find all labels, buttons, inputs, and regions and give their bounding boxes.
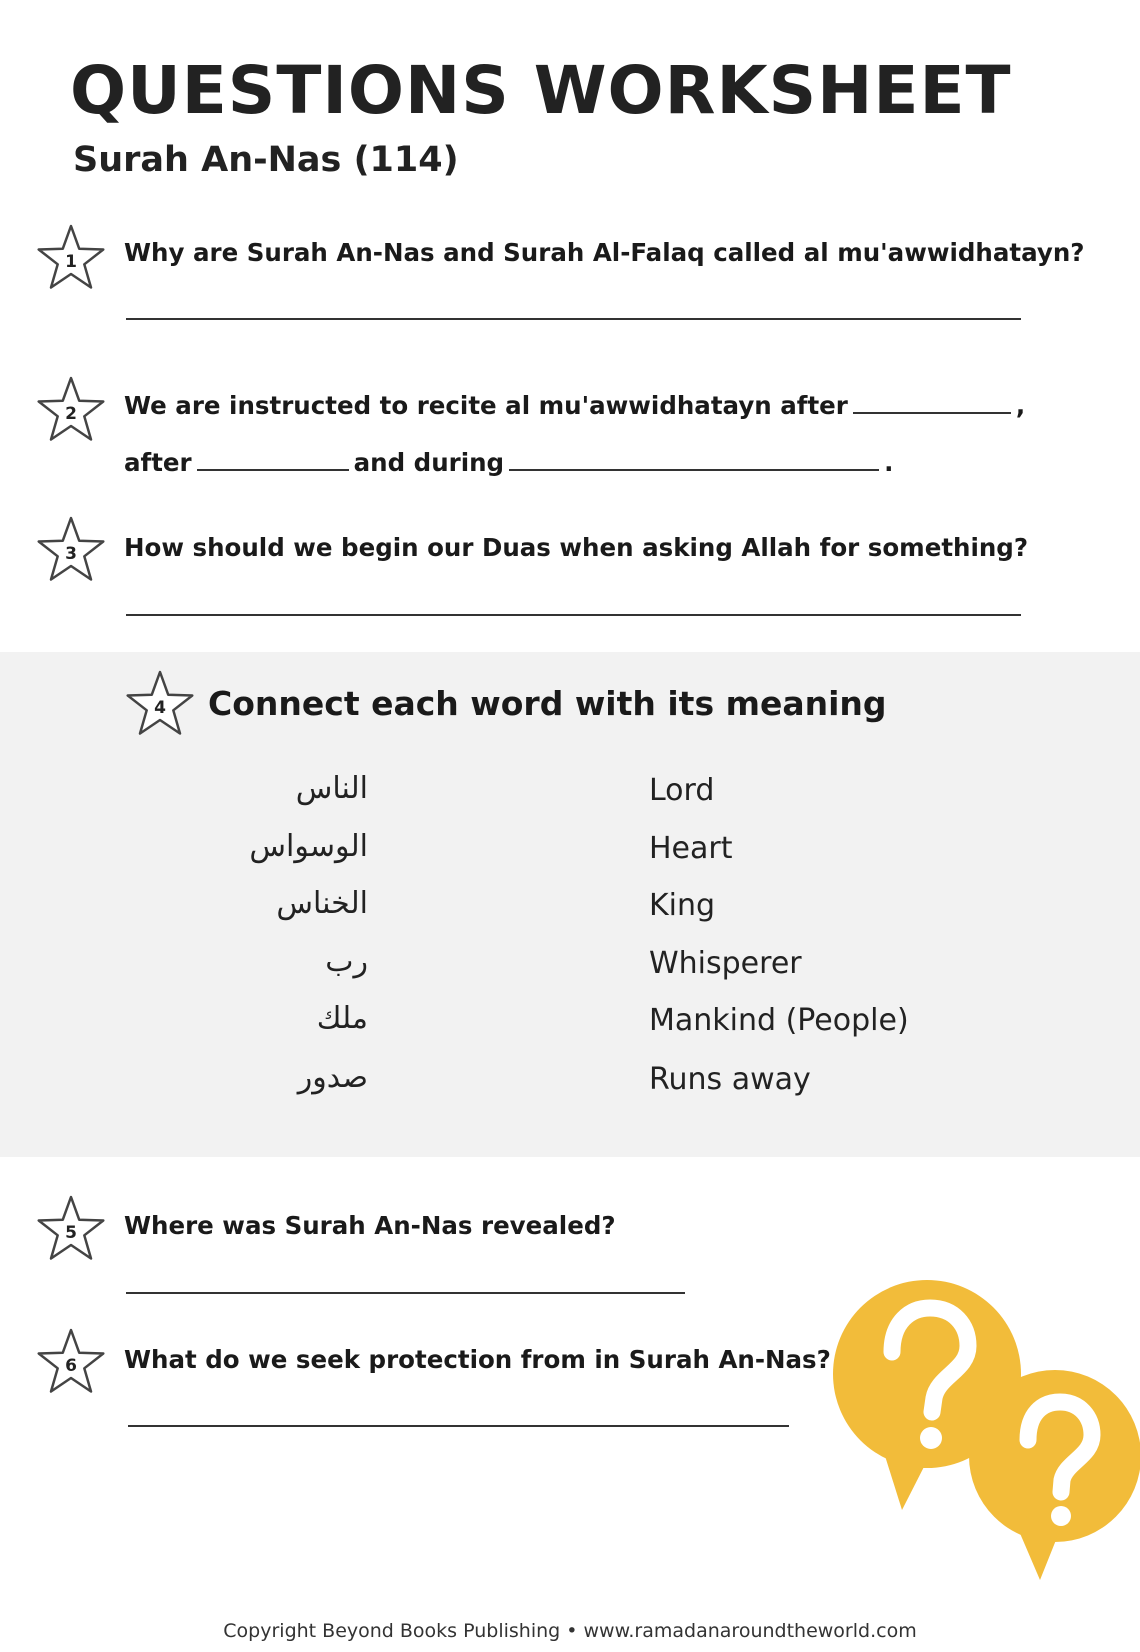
page-subtitle: Surah An-Nas (114) [73, 140, 459, 180]
question-2-text-during: and during [353, 448, 505, 477]
star-number-2-icon [35, 374, 107, 446]
answer-line-5[interactable] [126, 1292, 685, 1294]
english-meaning[interactable]: Mankind (People) [649, 1003, 909, 1038]
question-2-period: . [884, 448, 894, 477]
answer-line-1[interactable] [126, 318, 1021, 320]
blank-2[interactable] [197, 469, 349, 471]
question-6-text: What do we seek protection from in Surah An-Nas? [124, 1345, 831, 1374]
question-2-comma: , [1015, 391, 1026, 420]
arabic-word[interactable]: الوسواس [249, 829, 368, 864]
answer-line-6[interactable] [128, 1425, 789, 1427]
star-number-6-icon [35, 1326, 107, 1398]
question-2-text-after: after [124, 448, 192, 477]
question-number-1: 1 [65, 252, 77, 272]
question-number-5: 5 [65, 1223, 77, 1243]
blank-3[interactable] [509, 469, 879, 471]
question-2-line-1 [124, 391, 1025, 420]
question-2-text-part1: We are instructed to recite al mu'awwidhatayn after [124, 391, 848, 420]
english-meaning[interactable]: Lord [649, 773, 715, 808]
blank-1[interactable] [853, 412, 1011, 414]
english-meaning[interactable]: Heart [649, 831, 733, 866]
answer-line-3[interactable] [126, 614, 1021, 616]
arabic-word[interactable]: ملك [316, 1001, 368, 1036]
english-meaning[interactable]: King [649, 888, 716, 923]
star-number-3-icon [35, 514, 107, 586]
star-number-1-icon [35, 222, 107, 294]
page-title: QUESTIONS WORKSHEET [70, 52, 1012, 129]
matching-title: Connect each word with its meaning [208, 684, 887, 723]
question-bubbles-icon [830, 1270, 1140, 1600]
question-2-line-2 [124, 448, 893, 477]
question-number-6: 6 [65, 1356, 77, 1376]
arabic-word[interactable]: الناس [295, 771, 368, 806]
footer-copyright: Copyright Beyond Books Publishing • www.ramadanaroundtheworld.com [223, 1620, 917, 1642]
question-number-3: 3 [65, 544, 77, 564]
arabic-word[interactable]: رب [325, 944, 368, 979]
question-3-text: How should we begin our Duas when asking Allah for something? [124, 533, 1029, 562]
question-number-4: 4 [154, 698, 166, 718]
question-number-2: 2 [65, 404, 77, 424]
star-number-5-icon [35, 1193, 107, 1265]
question-5-text: Where was Surah An-Nas revealed? [124, 1211, 616, 1240]
english-meaning[interactable]: Runs away [649, 1062, 811, 1097]
question-1-text: Why are Surah An-Nas and Surah Al-Falaq called al mu'awwidhatayn? [124, 238, 1085, 267]
star-number-4-icon [124, 668, 196, 740]
arabic-word[interactable]: صدور [297, 1060, 368, 1095]
english-meaning[interactable]: Whisperer [649, 946, 802, 981]
arabic-word[interactable]: الخناس [276, 886, 368, 921]
